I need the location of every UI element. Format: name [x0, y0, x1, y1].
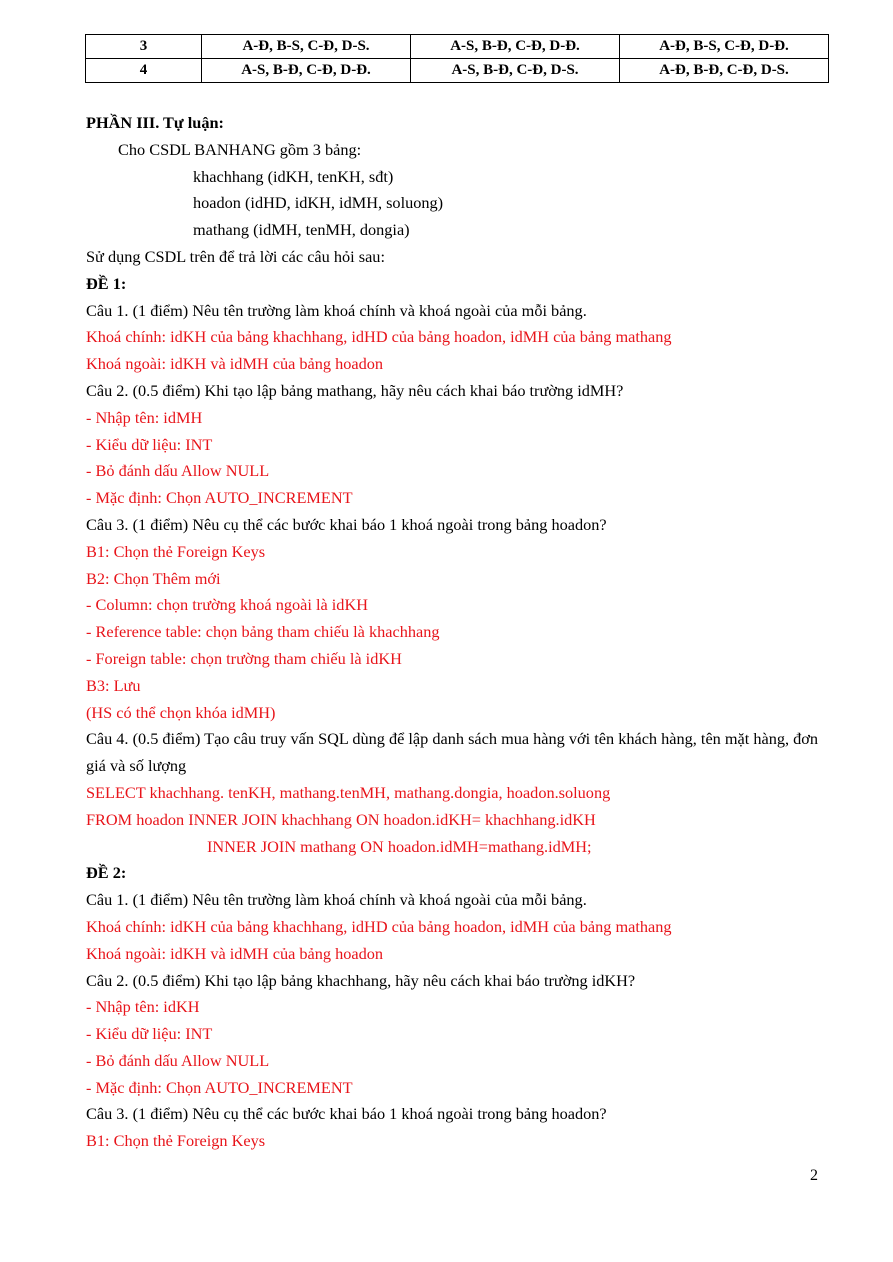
answer-line: B3: Lưu [86, 675, 141, 695]
answer-line: - Column: chọn trường khoá ngoài là idKH [86, 595, 368, 615]
table-schema: khachhang (idKH, tenKH, sđt) [193, 166, 394, 186]
answer-line: - Kiểu dữ liệu: INT [86, 1024, 213, 1044]
sql-line: FROM hoadon INNER JOIN khachhang ON hoadon.idKH= khachhang.idKH [86, 809, 596, 829]
instruction: Sử dụng CSDL trên để trả lời các câu hỏi sau: [86, 246, 385, 266]
sql-line: SELECT khachhang. tenKH, mathang.tenMH, mathang.dongia, hoadon.soluong [86, 782, 611, 802]
question: Câu 1. (1 điểm) Nêu tên trường làm khoá chính và khoá ngoài của mỗi bảng. [86, 890, 587, 910]
answer-line: (HS có thể chọn khóa idMH) [86, 702, 276, 722]
table-schema: hoadon (idHD, idKH, idMH, soluong) [193, 193, 444, 213]
answer-line: Khoá chính: idKH của bảng khachhang, idHD của bảng hoadon, idMH của bảng mathang [86, 916, 672, 936]
answer-line: Khoá chính: idKH của bảng khachhang, idHD của bảng hoadon, idMH của bảng mathang [86, 327, 672, 347]
table-cell: A-Đ, B-S, C-Đ, D-Đ. [620, 35, 829, 59]
sql-line: INNER JOIN mathang ON hoadon.idMH=mathang.idMH; [207, 836, 592, 856]
page-number: 2 [810, 1167, 818, 1184]
answer-line: - Mặc định: Chọn AUTO_INCREMENT [86, 1077, 353, 1097]
table-cell: 3 [86, 35, 202, 59]
table-cell: A-S, B-Đ, C-Đ, D-S. [411, 59, 620, 83]
question: Câu 2. (0.5 điểm) Khi tạo lập bảng khachhang, hãy nêu cách khai báo trường idKH? [86, 970, 636, 990]
table-schema: mathang (idMH, tenMH, dongia) [193, 220, 410, 240]
answer-line: - Reference table: chọn bảng tham chiếu là khachhang [86, 622, 440, 642]
answer-line: - Nhập tên: idMH [86, 407, 203, 427]
question: Câu 4. (0.5 điểm) Tạo câu truy vấn SQL dùng để lập danh sách mua hàng với tên khách hàng, tên mặt hàng, đơn giá và số lượng [86, 729, 819, 776]
table-cell: 4 [86, 59, 202, 83]
table-cell: A-Đ, B-Đ, C-Đ, D-S. [620, 59, 829, 83]
question: Câu 2. (0.5 điểm) Khi tạo lập bảng mathang, hãy nêu cách khai báo trường idMH? [86, 380, 624, 400]
answer-table [85, 34, 829, 83]
essay-section [86, 110, 831, 1155]
answer-line: - Bỏ đánh dấu Allow NULL [86, 1050, 270, 1070]
exam-version-title: ĐỀ 2: [86, 863, 127, 883]
answer-line: - Bỏ đánh dấu Allow NULL [86, 461, 270, 481]
answer-line: - Mặc định: Chọn AUTO_INCREMENT [86, 488, 353, 508]
answer-line: B1: Chọn thẻ Foreign Keys [86, 541, 266, 561]
question: Câu 3. (1 điểm) Nêu cụ thể các bước khai báo 1 khoá ngoài trong bảng hoadon? [86, 1104, 607, 1124]
section-title: PHẦN III. Tự luận: [86, 113, 224, 132]
answer-line: - Foreign table: chọn trường tham chiếu là idKH [86, 648, 402, 668]
answer-line: - Nhập tên: idKH [86, 997, 200, 1017]
answer-line: B2: Chọn Thêm mới [86, 568, 221, 588]
table-row [86, 35, 829, 59]
answer-line: Khoá ngoài: idKH và idMH của bảng hoadon [86, 354, 384, 374]
exam-version-title: ĐỀ 1: [86, 273, 127, 293]
table-row [86, 59, 829, 83]
table-cell: A-S, B-Đ, C-Đ, D-Đ. [202, 59, 411, 83]
answer-line: Khoá ngoài: idKH và idMH của bảng hoadon [86, 943, 384, 963]
table-cell: A-S, B-Đ, C-Đ, D-Đ. [411, 35, 620, 59]
answer-line: B1: Chọn thẻ Foreign Keys [86, 1131, 266, 1151]
answer-line: - Kiểu dữ liệu: INT [86, 434, 213, 454]
question: Câu 3. (1 điểm) Nêu cụ thể các bước khai báo 1 khoá ngoài trong bảng hoadon? [86, 514, 607, 534]
table-cell: A-Đ, B-S, C-Đ, D-S. [202, 35, 411, 59]
database-intro: Cho CSDL BANHANG gồm 3 bảng: [118, 139, 362, 159]
question: Câu 1. (1 điểm) Nêu tên trường làm khoá chính và khoá ngoài của mỗi bảng. [86, 300, 587, 320]
